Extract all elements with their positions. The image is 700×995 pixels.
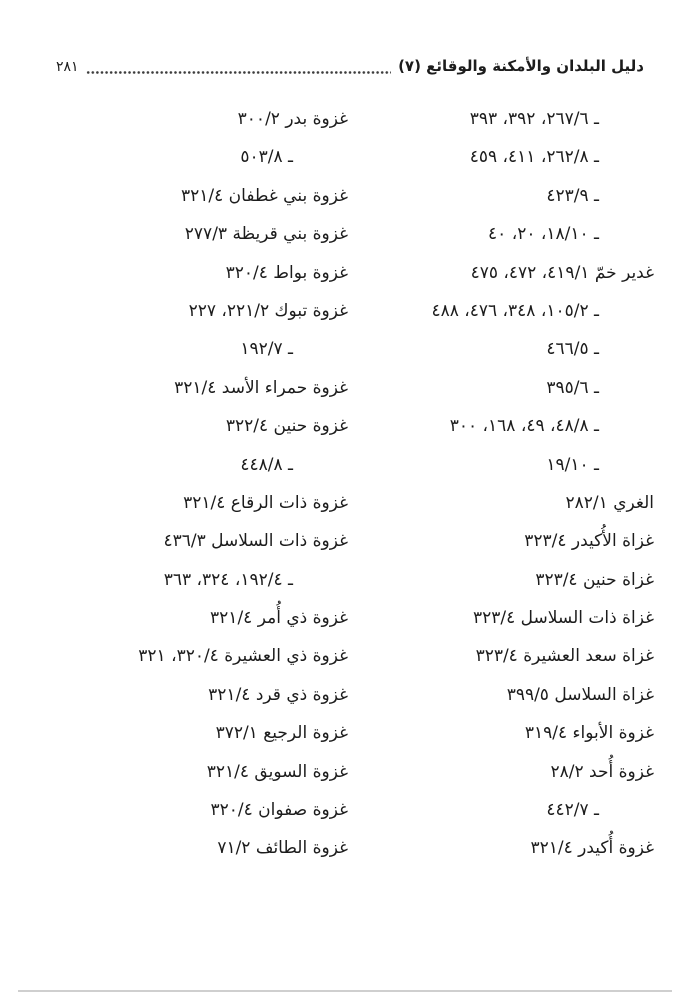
index-entry: غزوة ذي أُمر ٣٢١/٤ [210,608,348,629]
index-entry: غزاة سعد العشيرة ٣٢٣/٤ [475,646,654,667]
index-entry: ـ ٢٦٧/٦، ٣٩٢، ٣٩٣ [469,109,599,129]
index-entry: غزوة الطائف ٧١/٢ [217,838,348,859]
page-number: ٢٨١ [56,59,79,75]
index-entry: غزوة حمراء الأسد ٣٢١/٤ [174,377,348,398]
index-entry: ـ ١٨/١٠، ٢٠، ٤٠ [488,224,599,245]
index-entry: ـ ٤٨/٨، ٤٩، ١٦٨، ٣٠٠ [449,416,599,437]
index-entry: ـ ١٩/١٠ [546,454,599,475]
page-header-title: دليل البلدان والأمكنة والوقائع (٧) [398,57,644,75]
index-column-left [58,100,348,868]
dot-leader [86,57,392,78]
index-entry: غزوة ذات الرقاع ٣٢١/٤ [183,492,348,513]
index-entry: غزوة صفوان ٣٢٠/٤ [210,800,348,821]
index-entry: ـ ١٩٢/٧ [240,339,293,360]
index-entry: غزوة أُحد ٢٨/٢ [550,761,654,782]
index-entry: غزوة بني غطفان ٣٢١/٤ [181,185,348,206]
index-entry: غزاة السلاسل ٣٩٩/٥ [506,684,654,705]
index-body [0,78,700,868]
index-entry: ـ ١٠٥/٢، ٣٤٨، ٤٧٦، ٤٨٨ [431,300,599,321]
index-column-right [348,100,654,868]
index-entry: غزاة ذات السلاسل ٣٢٣/٤ [472,608,654,629]
index-entry: الغري ٢٨٢/١ [565,492,654,513]
index-entry: غزوة الأبواء ٣١٩/٤ [524,723,654,744]
index-entry: غزاة حنين ٣٢٣/٤ [535,569,654,590]
index-entry: غزوة السويق ٣٢١/٤ [206,761,348,782]
index-entry: غزوة ذي قرد ٣٢١/٤ [208,684,348,705]
index-entry: ـ ٤٦٦/٥ [546,339,599,360]
index-entry: غزوة بني قريظة ٢٧٧/٣ [184,224,348,245]
index-entry: غزوة ذات السلاسل ٤٣٦/٣ [163,531,348,552]
index-entry: غزوة ذي العشيرة ٣٢٠/٤، ٣٢١ [138,646,348,667]
index-entry: ـ ٥٠٣/٨ [240,147,293,168]
index-entry: غدير خمّ ٤١٩/١، ٤٧٢، ٤٧٥ [470,262,654,283]
index-entry: ـ ٣٩٥/٦ [546,377,599,398]
index-entry: غزوة الرجيع ٣٧٢/١ [215,723,348,744]
index-entry: ـ ٤٢٣/٩ [546,185,599,206]
index-entry: غزوة تبوك ٢٢١/٢، ٢٢٧ [188,300,348,321]
index-entry: غزوة أُكيدر ٣٢١/٤ [530,838,654,859]
index-entry: ـ ١٩٢/٤، ٣٢٤، ٣٦٣ [163,569,293,590]
index-entry: غزاة الأُكيدر ٣٢٣/٤ [524,531,654,552]
page-bottom-edge [18,990,672,992]
index-entry: ـ ٤٤٨/٨ [240,454,293,475]
index-entry: ـ ٤٤٢/٧ [546,800,599,821]
index-entry: ـ ٢٦٢/٨، ٤١١، ٤٥٩ [469,147,599,168]
index-entry: غزوة بواط ٣٢٠/٤ [225,262,348,283]
index-entry: غزوة حنين ٣٢٢/٤ [225,416,348,437]
page-header [0,0,700,78]
index-entry: غزوة بدر ٣٠٠/٢ [237,109,348,129]
